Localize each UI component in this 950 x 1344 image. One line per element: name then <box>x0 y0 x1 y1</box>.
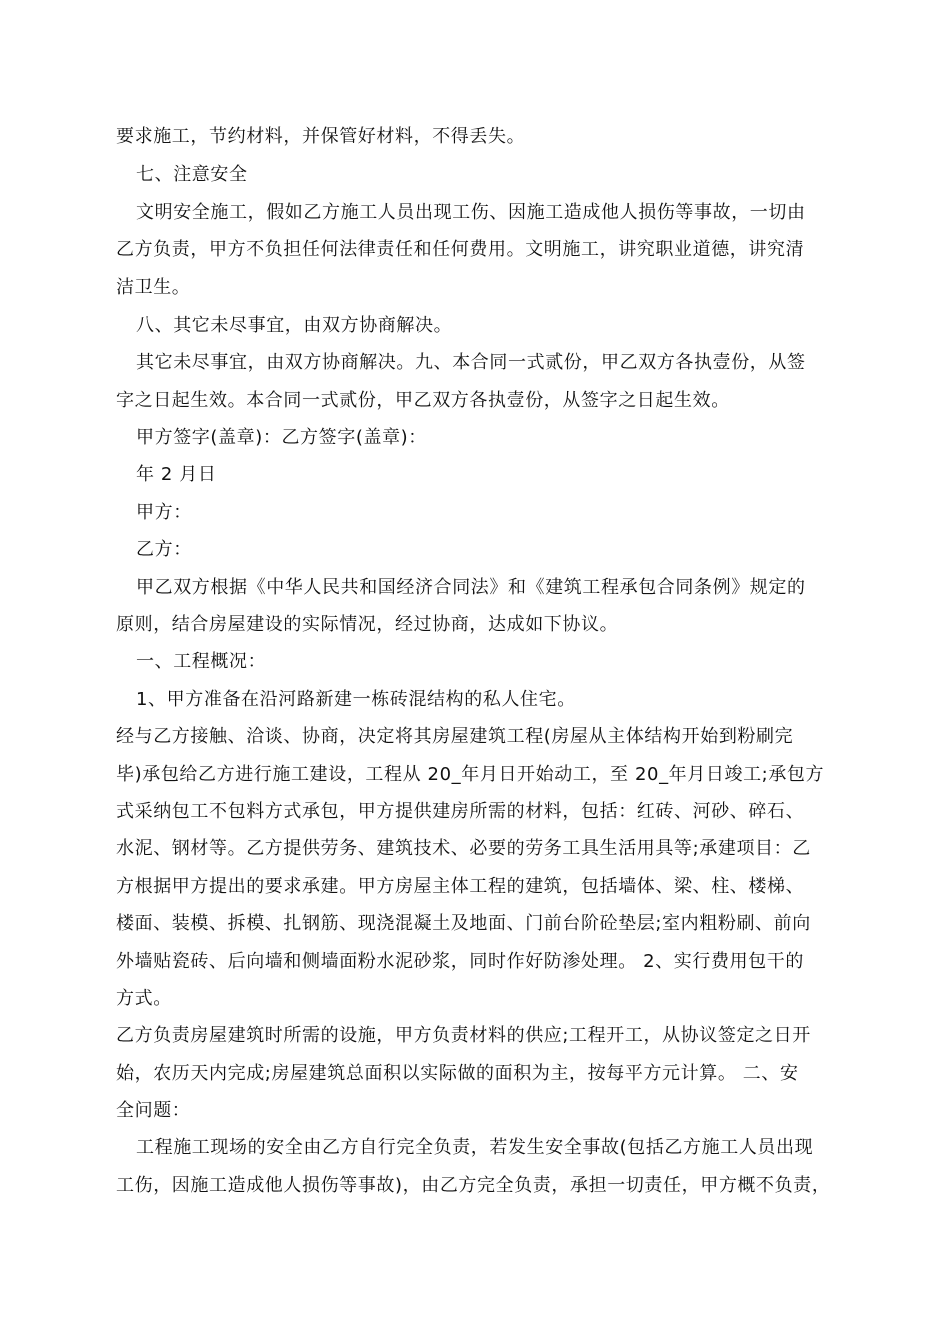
party-a-line: 甲方： <box>136 502 192 523</box>
date-line: 年 2 月日 <box>136 464 217 485</box>
text-line: 方式。 <box>116 988 172 1009</box>
text-line: 楼面、装模、拆模、扎钢筋、现浇混凝土及地面、门前台阶砼垫层;室内粗粉刷、前向 <box>116 913 811 934</box>
text-line: 要求施工，节约材料，并保管好材料，不得丢失。 <box>116 126 526 147</box>
section-heading: 八、其它未尽事宜，由双方协商解决。 <box>136 315 453 336</box>
text-line: 其它未尽事宜，由双方协商解决。九、本合同一式贰份，甲乙双方各执壹份，从签 <box>136 352 806 373</box>
section-heading: 一、工程概况： <box>136 651 267 672</box>
text-line: 洁卫生。 <box>116 277 191 298</box>
text-line: 式采纳包工不包料方式承包，甲方提供建房所需的材料，包括：红砖、河砂、碎石、 <box>116 801 805 822</box>
text-line: 原则，结合房屋建设的实际情况，经过协商，达成如下协议。 <box>116 614 619 635</box>
party-b-line: 乙方： <box>136 539 192 560</box>
section-heading: 七、注意安全 <box>136 164 248 185</box>
signature-line: 甲方签字(盖章)：乙方签字(盖章)： <box>136 427 427 448</box>
text-line: 水泥、钢材等。乙方提供劳务、建筑技术、必要的劳务工具生活用具等;承建项目：乙 <box>116 838 811 859</box>
text-line: 字之日起生效。本合同一式贰份，甲乙双方各执壹份，从签字之日起生效。 <box>116 390 730 411</box>
text-line: 工程施工现场的安全由乙方自行完全负责，若发生安全事故(包括乙方施工人员出现 <box>136 1137 814 1158</box>
text-line: 方根据甲方提出的要求承建。甲方房屋主体工程的建筑，包括墙体、梁、柱、楼梯、 <box>116 876 805 897</box>
text-line: 乙方负责房屋建筑时所需的设施，甲方负责材料的供应;工程开工，从协议签定之日开 <box>116 1025 811 1046</box>
text-line: 文明安全施工，假如乙方施工人员出现工伤、因施工造成他人损伤等事故，一切由 <box>136 202 806 223</box>
text-line: 全问题： <box>116 1100 191 1121</box>
text-line: 始，农历天内完成;房屋建筑总面积以实际做的面积为主，按每平方元计算。 二、安 <box>116 1063 799 1084</box>
text-line: 乙方负责，甲方不负担任何法律责任和任何费用。文明施工，讲究职业道德，讲究清 <box>116 239 805 260</box>
text-line: 工伤，因施工造成他人损伤等事故)，由乙方完全负责，承担一切责任，甲方概不负责， <box>116 1175 831 1196</box>
text-line: 甲乙双方根据《中华人民共和国经济合同法》和《建筑工程承包合同条例》规定的 <box>136 577 806 598</box>
text-line: 1、甲方准备在沿河路新建一栋砖混结构的私人住宅。 <box>136 689 576 710</box>
text-line: 经与乙方接触、洽谈、协商，决定将其房屋建筑工程(房屋从主体结构开始到粉刷完 <box>116 726 794 747</box>
text-line: 毕)承包给乙方进行施工建设，工程从 20_年月日开始动工，至 20_年月日竣工;承包方 <box>116 764 825 785</box>
text-line: 外墙贴瓷砖、后向墙和侧墙面粉水泥砂浆，同时作好防渗处理。 2、实行费用包干的 <box>116 951 804 972</box>
